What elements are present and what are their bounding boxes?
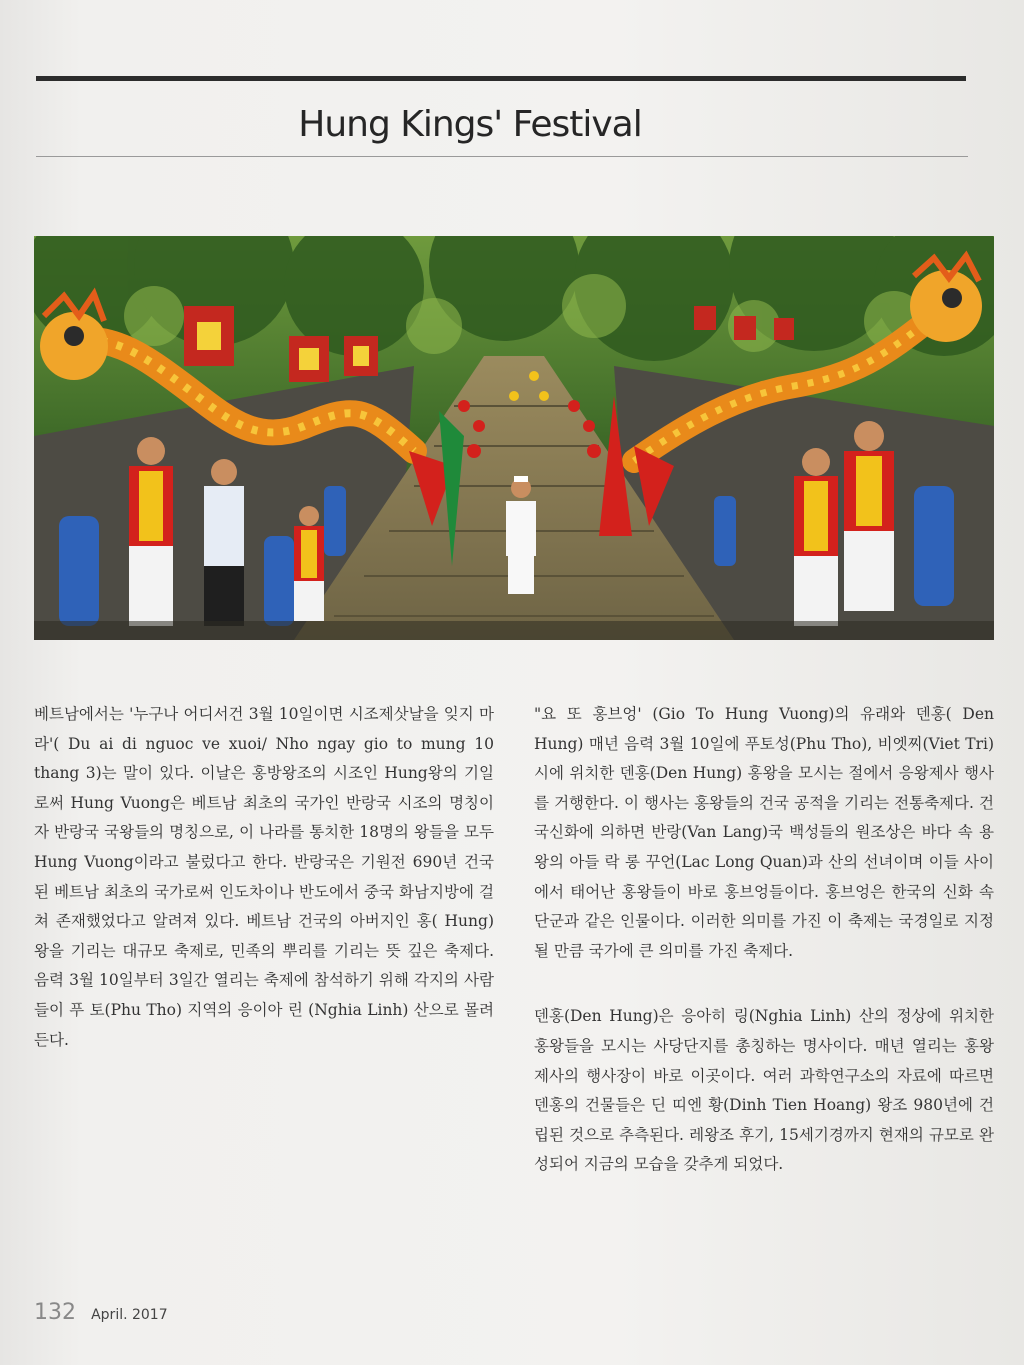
festival-procession-photo — [34, 236, 994, 640]
article-paragraph: "요 또 홍브엉' (Gio To Hung Vuong)의 유래와 덴홍( Den Hung) 매년 음력 3월 10일에 푸토성(Phu Tho), 비엣찌(Viet Tri)시에 위치한 덴홍(Den Hung) 홍왕을 모시는 절에서 응왕제사 행사를 거행한다. 이 행사는 홍왕들의 건국 공적을 기리는 전통축제다. 건국신화에 의하면 반랑(Van Lang)국 백성들의 원조상은 바다 속 용왕의 아들 락 롱 꾸언(Lac Long Quan)과 산의 선녀이며 이들 사이에서 태어난 홍왕들이 바로 홍브엉들이다. 홍브엉은 한국의 신화 속 단군과 같은 인물이다. 이러한 의미를 가진 이 축제는 국경일로 지정될 만큼 국가에 큰 의미를 가진 축제다. — [534, 705, 994, 960]
page-footer — [34, 1300, 168, 1325]
issue-date: April. 2017 — [91, 1307, 168, 1323]
article-paragraph: 덴홍(Den Hung)은 응아히 링(Nghia Linh) 산의 정상에 위치한 홍왕들을 모시는 사당단지를 총칭하는 명사이다. 매년 열리는 홍왕 제사의 행사장이 바로 이곳이다. 여러 과학연구소의 자료에 따르면 덴홍의 건물들은 딘 띠엔 황(Dinh Tien Hoang) 왕조 980년에 건립된 것으로 추측된다. 레왕조 후기, 15세기경까지 현재의 규모로 완성되어 지금의 모습을 갖추게 되었다. — [534, 1007, 994, 1174]
title-divider — [36, 156, 968, 157]
article-right-column — [534, 700, 994, 1180]
page-number: 132 — [34, 1300, 76, 1325]
article-left-column — [34, 700, 494, 1055]
header-rule — [36, 76, 966, 81]
article-paragraph: 베트남에서는 '누구나 어디서건 3월 10일이면 시조제삿날을 잊지 마라'( Du ai di nguoc ve xuoi/ Nho ngay gio to mung 10 thang 3)는 말이 있다. 이날은 홍방왕조의 시조인 Hung왕의 기일로써 Hung Vuong은 베트남 최초의 국가인 반랑국 시조의 명칭이자 반랑국 국왕들의 명칭으로, 이 나라를 통치한 18명의 왕들을 모두 Hung Vuong이라고 불렀다고 한다. 반랑국은 기원전 690년 건국된 베트남 최초의 국가로써 인도차이나 반도에서 중국 화남지방에 걸쳐 존재했었다고 알려져 있다. 베트남 건국의 아버지인 홍( Hung) 왕을 기리는 대규모 축제로, 민족의 뿌리를 기리는 뜻 깊은 축제다. 음력 3월 10일부터 3일간 열리는 축제에 참석하기 위해 각지의 사람들이 푸 토(Phu Tho) 지역의 응이아 린 (Nghia Linh) 산으로 몰려든다. — [34, 705, 494, 1049]
page-title: Hung Kings' Festival — [298, 104, 642, 145]
paragraph-spacer — [534, 966, 994, 1002]
